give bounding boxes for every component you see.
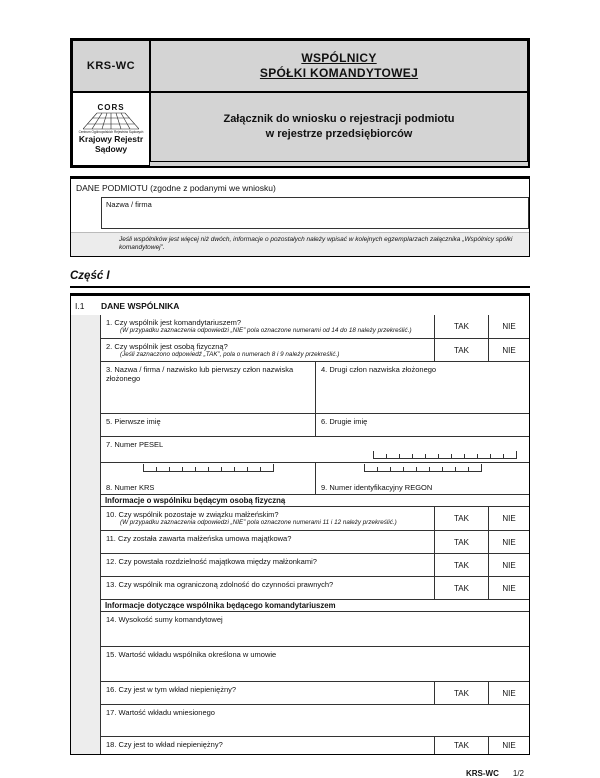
form-code: KRS-WC [72,40,150,92]
section-id: I.1 [75,300,85,311]
section-title: DANE WSPÓLNIKA [101,300,180,311]
krs-field-label [101,480,315,494]
form-title-line2: SPÓŁKI KOMANDYTOWEJ [259,66,419,80]
krs-number-field[interactable] [101,463,315,494]
question-1 [101,315,434,338]
regon-number-field[interactable] [315,463,529,494]
question-2-note: (Jeśli zaznaczono odpowiedź „TAK”, pola o numerach 8 i 9 należy przekreślić.) [120,351,340,358]
nie-option-12[interactable]: NIE [488,554,529,576]
tak-option-2[interactable]: TAK [434,339,488,361]
middle-name-field[interactable] [315,414,529,436]
field-label: Pierwsze imię [114,417,161,426]
entity-note: Jeśli wspólników jest więcej niż dwóch, informacje o pozostałych należy wpisać w kolejnych egzemplarzach załącznika „Wspólnicy spółki komandytowej”. [71,232,529,256]
field-label: Numer identyfikacyjny REGON [329,483,433,492]
pesel-digit-boxes[interactable] [373,450,517,459]
field-row-2 [101,338,529,361]
field-number: 5. [106,417,113,426]
krs-digit-boxes[interactable] [143,463,274,472]
question-18 [101,737,434,754]
form-subtitle-line2: w rejestrze przedsiębiorców [265,128,413,140]
tak-option-12[interactable]: TAK [434,554,488,576]
form-subtitle [150,92,528,162]
tak-option-10[interactable]: TAK [434,507,488,530]
field-row-13 [101,576,529,599]
nie-option-10[interactable]: NIE [488,507,529,530]
part-heading-rule [70,266,530,288]
field-17-label [101,705,529,719]
question-2 [101,339,434,361]
field-label: Wartość wkładu wniesionego [118,708,215,717]
field-row-5-6 [101,413,529,436]
tak-option-16[interactable]: TAK [434,682,488,704]
page-footer [70,769,530,778]
entity-field-row [71,195,529,232]
entity-name-field[interactable] [101,197,529,229]
field-row-7 [101,436,529,462]
field-number: 16. [106,685,117,694]
field-label: Drugi człon nazwiska złożonego [329,365,437,374]
question-16 [101,682,434,704]
field-number: 17. [106,708,117,717]
field-label: Drugie imię [329,417,368,426]
regon-digit-boxes[interactable] [364,463,482,472]
entity-section [70,176,530,257]
field-number: 14. [106,615,117,624]
question-text: Czy została zawarta małżeńska umowa majątkowa? [117,534,292,543]
field-number: 13. [106,580,117,589]
field-row-1 [101,315,529,338]
question-10-note: (W przypadku zaznaczenia odpowiedzi „NIE” pola oznaczone numerami 11 i 12 należy przekreślić.) [120,519,397,526]
tak-option-1[interactable]: TAK [434,315,488,338]
pesel-field-label [101,437,529,451]
krs-logo [72,92,150,166]
nie-option-18[interactable]: NIE [488,737,529,754]
field-row-16 [101,681,529,704]
field-number: 4. [321,365,328,374]
entity-name-label: Nazwa / firma [106,200,152,209]
question-1-note: (W przypadku zaznaczenia odpowiedzi „NIE” pola oznaczone numerami od 14 do 18 należy przekreślić.) [120,327,412,334]
regon-field-label [316,480,529,494]
field-row-15[interactable] [101,646,529,681]
org-name-line1: Krajowy Rejestr [78,134,144,144]
entity-section-title: DANE PODMIOTU (zgodne z podanymi we wniosku) [76,183,276,193]
nie-option-1[interactable]: NIE [488,315,529,338]
field-label: Numer KRS [114,483,155,492]
nie-option-11[interactable]: NIE [488,531,529,553]
field-number: 15. [106,650,117,659]
footer-page-number: 1/2 [512,769,524,778]
form-subtitle-line1: Załącznik do wniosku o rejestracji podmiotu [223,113,455,125]
question-text: Czy wspólnik jest komandytariuszem? [114,318,242,327]
field-number: 10. [106,510,117,519]
field-number: 2. [106,342,113,351]
question-text: Czy powstała rozdzielność majątkowa między małżonkami? [118,557,317,566]
subsection-limited-partner: Informacje dotyczące wspólnika będącego komandytariuszem [101,599,529,611]
field-15-label [101,647,529,661]
part-heading: Część I [70,270,110,282]
footer-form-code: KRS-WC [465,769,499,778]
name-field[interactable] [101,362,315,413]
nie-option-16[interactable]: NIE [488,682,529,704]
cors-grid-icon [83,112,139,130]
question-10 [101,507,434,530]
question-text: Czy jest to wkład niepieniężny? [118,740,223,749]
field-label: Wysokość sumy komandytowej [118,615,223,624]
question-text: Czy jest w tym wkład niepieniężny? [118,685,237,694]
tak-option-11[interactable]: TAK [434,531,488,553]
field-number: 9. [321,483,328,492]
first-name-field[interactable] [101,414,315,436]
subsection-physical-person: Informacje o wspólniku będącym osobą fizyczną [101,494,529,506]
nie-option-2[interactable]: NIE [488,339,529,361]
field-row-17[interactable] [101,704,529,736]
field-row-11 [101,530,529,553]
field-row-3-4 [101,361,529,413]
field-number: 3. [106,365,113,374]
field-label: Wartość wkładu wspólnika określona w umowie [118,650,277,659]
field-row-18 [101,736,529,754]
field-label: Numer PESEL [114,440,164,449]
section-caption [71,296,529,315]
org-name-line2: Sądowy [94,144,128,154]
question-text: Czy wspólnik jest osobą fizyczną? [114,342,228,351]
question-11 [101,531,434,553]
question-text: Czy wspólnik ma ograniczoną zdolność do czynności prawnych? [118,580,334,589]
field-number: 11. [106,534,116,543]
field-number: 8. [106,483,113,492]
form-header [70,38,530,168]
cors-logo-caption: Centrum Ogólnopolskich Rejestrów Sądowych [78,130,144,134]
field-number: 7. [106,440,113,449]
question-13 [101,577,434,599]
tak-option-18[interactable]: TAK [434,737,488,754]
cors-logo-text: CORS [97,103,125,112]
field-row-8-9 [101,462,529,494]
form-title-line1: WSPÓLNICY [301,51,377,65]
form-page [70,38,530,778]
field-label: Nazwa / firma / nazwisko lub pierwszy człon nazwiska złożonego [106,365,294,383]
field-row-10 [101,506,529,530]
field-14-label [101,612,529,626]
field-number: 6. [321,417,328,426]
second-surname-field[interactable] [315,362,529,413]
form-title [150,40,528,92]
question-12 [101,554,434,576]
field-row-14[interactable] [101,611,529,646]
question-text: Czy wspólnik pozostaje w związku małżeńskim? [118,510,279,519]
nie-option-13[interactable]: NIE [488,577,529,599]
field-number: 18. [106,740,117,749]
field-number: 12. [106,557,117,566]
field-number: 1. [106,318,113,327]
field-row-12 [101,553,529,576]
partner-data-table [70,293,530,755]
tak-option-13[interactable]: TAK [434,577,488,599]
left-gutter [71,315,101,754]
